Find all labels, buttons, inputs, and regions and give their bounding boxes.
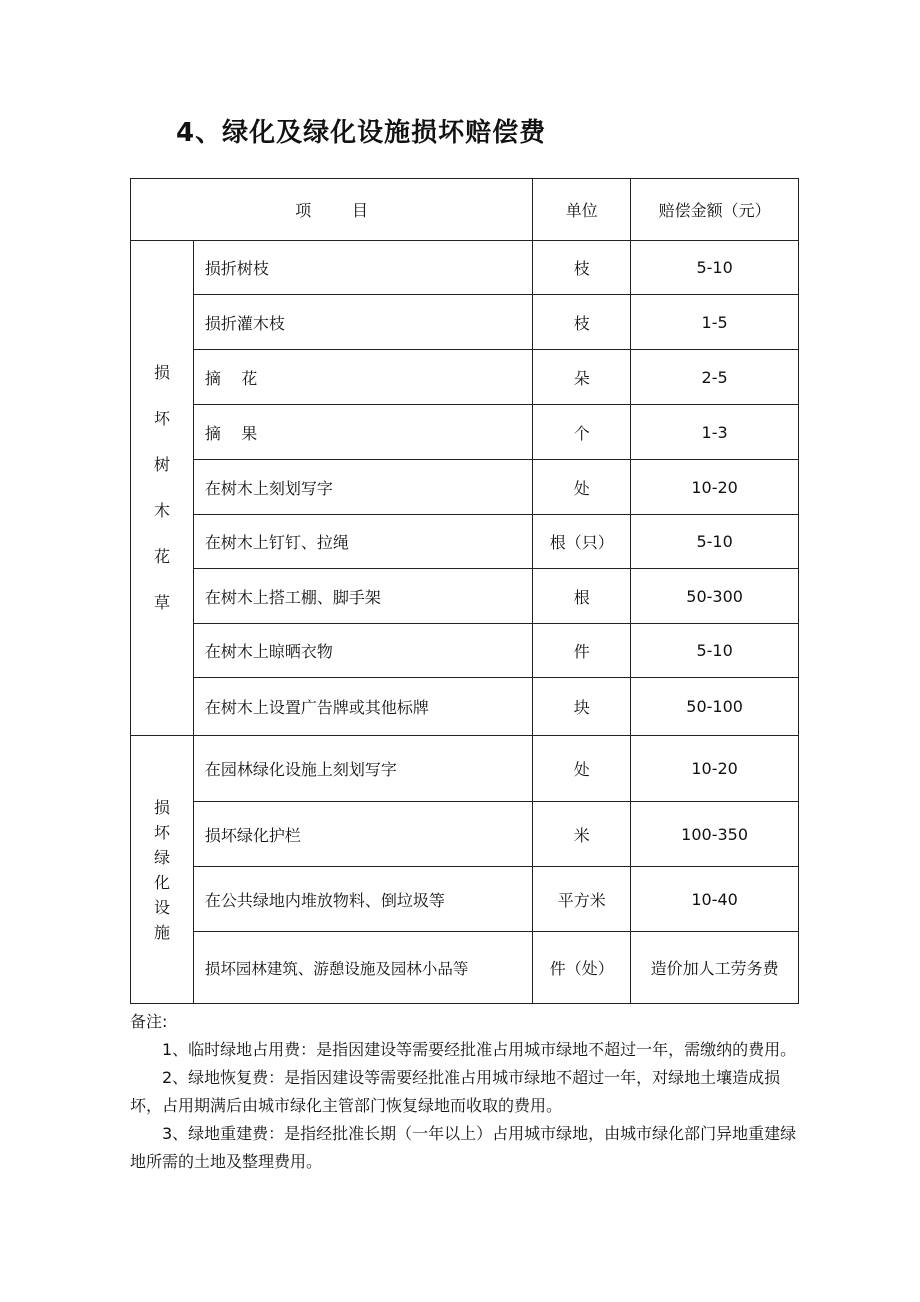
unit-cell: 朵 [533, 350, 631, 405]
table-row [131, 460, 799, 515]
unit-cell: 个 [533, 405, 631, 460]
unit-cell: 平方米 [533, 867, 631, 932]
table-row [131, 802, 799, 867]
table-row [131, 624, 799, 678]
item-cell: 在树木上刻划写字 [193, 460, 532, 515]
item-cell: 在树木上搭工棚、脚手架 [193, 569, 532, 624]
item-cell: 损坏园林建筑、游憩设施及园林小品等 [193, 932, 532, 1004]
unit-cell: 根 [533, 569, 631, 624]
item-cell: 损折灌木枝 [193, 295, 532, 350]
item-cell: 在树木上晾晒衣物 [193, 624, 532, 678]
note-item-3: 3、绿地重建费：是指经批准长期（一年以上）占用城市绿地，由城市绿化部门异地重建绿地所需的土地及整理费用。 [130, 1124, 797, 1171]
amount-cell: 5-10 [631, 241, 799, 295]
note-item-2: 2、绿地恢复费：是指因建设等需要经批准占用城市绿地不超过一年，对绿地土壤造成损坏，占用期满后由城市绿化主管部门恢复绿地而收取的费用。 [130, 1068, 781, 1115]
category-label: 损 坏 绿 化 设 施 [153, 797, 170, 942]
item-cell: 损折树枝 [193, 241, 532, 295]
note-item-1: 1、临时绿地占用费：是指因建设等需要经批准占用城市绿地不超过一年，需缴纳的费用。 [162, 1040, 797, 1059]
table-row [131, 295, 799, 350]
amount-cell: 1-3 [631, 405, 799, 460]
table-row [131, 569, 799, 624]
amount-cell: 10-40 [631, 867, 799, 932]
amount-cell: 10-20 [631, 460, 799, 515]
table-row [131, 736, 799, 802]
unit-cell: 件 [533, 624, 631, 678]
unit-cell: 根（只） [533, 515, 631, 569]
item-cell: 在公共绿地内堆放物料、倒垃圾等 [193, 867, 532, 932]
item-cell: 在树木上设置广告牌或其他标牌 [193, 678, 532, 736]
compensation-table [130, 178, 799, 1004]
notes-label: 备注: [130, 1012, 168, 1031]
header-amount: 赔偿金额（元） [631, 179, 799, 241]
header-item-label: 项 目 [295, 201, 368, 220]
item-cell: 摘 果 [193, 405, 532, 460]
category-label: 损 坏 树 木 花 草 [153, 363, 170, 612]
unit-cell: 处 [533, 736, 631, 802]
table-row [131, 405, 799, 460]
amount-cell: 5-10 [631, 515, 799, 569]
notes-section [130, 1008, 802, 1176]
table-row [131, 241, 799, 295]
table-header-row [131, 179, 799, 241]
item-cell: 在园林绿化设施上刻划写字 [193, 736, 532, 802]
table-row [131, 867, 799, 932]
amount-cell: 2-5 [631, 350, 799, 405]
item-cell: 在树木上钉钉、拉绳 [193, 515, 532, 569]
amount-cell: 5-10 [631, 624, 799, 678]
header-item [131, 179, 533, 241]
category-cell-trees [131, 241, 194, 736]
amount-cell: 1-5 [631, 295, 799, 350]
amount-cell: 50-300 [631, 569, 799, 624]
amount-cell: 50-100 [631, 678, 799, 736]
table-row [131, 678, 799, 736]
amount-cell: 造价加人工劳务费 [631, 932, 799, 1004]
amount-cell: 100-350 [631, 802, 799, 867]
header-unit: 单位 [533, 179, 631, 241]
unit-cell: 米 [533, 802, 631, 867]
table-row [131, 932, 799, 1004]
category-cell-facilities [131, 736, 194, 1004]
unit-cell: 块 [533, 678, 631, 736]
item-cell: 损坏绿化护栏 [193, 802, 532, 867]
unit-cell: 件（处） [533, 932, 631, 1004]
page-title: 4、绿化及绿化设施损坏赔偿费 [176, 118, 547, 148]
amount-cell: 10-20 [631, 736, 799, 802]
unit-cell: 枝 [533, 295, 631, 350]
unit-cell: 处 [533, 460, 631, 515]
item-cell: 摘 花 [193, 350, 532, 405]
unit-cell: 枝 [533, 241, 631, 295]
table-row [131, 515, 799, 569]
table-row [131, 350, 799, 405]
